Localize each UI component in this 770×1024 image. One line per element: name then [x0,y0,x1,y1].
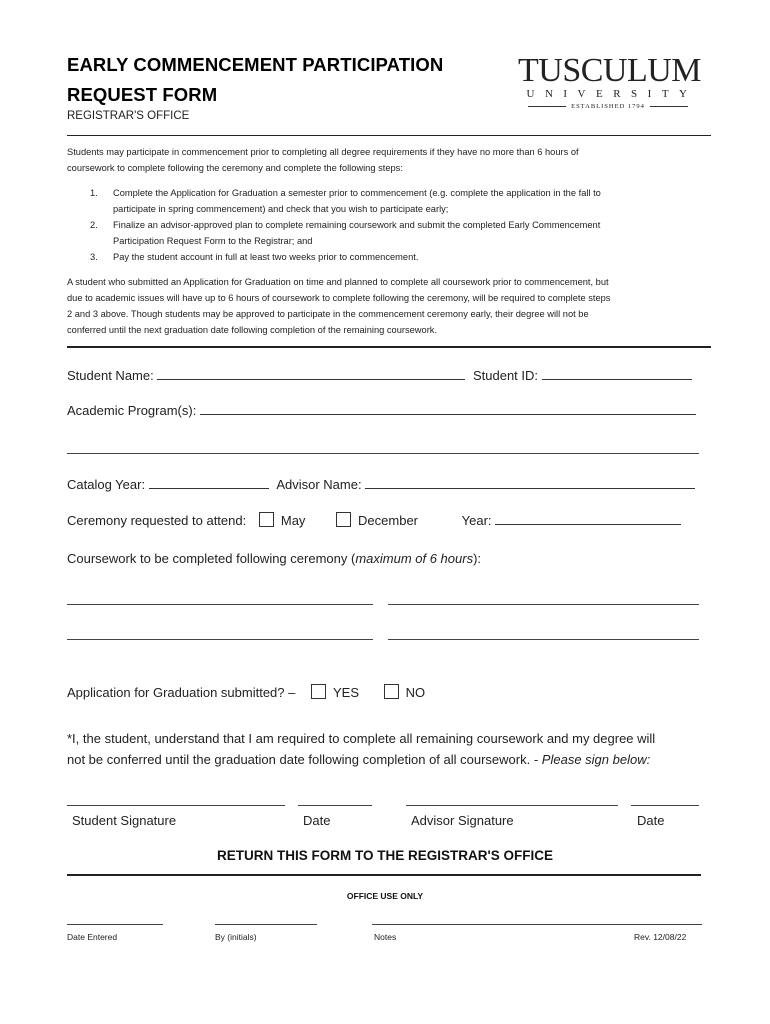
return-instruction: RETURN THIS FORM TO THE REGISTRAR'S OFFICE [217,848,553,863]
ceremony-label: Ceremony requested to attend: [67,513,247,528]
december-label: December [358,513,419,528]
logo-university: UNIVERSITY [526,88,698,100]
office-use-divider [67,874,701,876]
student-statement [67,728,655,770]
advisor-name-label: Advisor Name: [276,477,362,492]
may-checkbox[interactable] [259,512,274,527]
step-text [113,249,418,265]
ceremony-row [67,512,681,530]
statement-line: *I, the student, understand that I am required to complete all remaining coursework and my degree will [67,731,656,746]
academic-program-field[interactable] [200,402,696,415]
title-line-1: EARLY COMMENCEMENT PARTICIPATION [67,54,444,75]
student-name-field[interactable] [157,367,465,380]
revision-date: Rev. 12/08/22 [634,932,687,942]
intro-line: Students may participate in commencement prior to completing all degree requirements if they have no more than 6 hours of [67,147,579,157]
student-id-label: Student ID: [472,368,539,383]
advisor-date-line[interactable] [631,805,699,806]
student-date-caption: Date [303,813,331,828]
form-divider [67,346,711,348]
application-row [67,684,425,702]
coursework-label: Coursework to be completed following ceremony ( [67,551,356,566]
office-subtitle: REGISTRAR'S OFFICE [67,110,190,122]
student-signature-line[interactable] [67,805,285,806]
step-number: 2. [90,220,98,230]
date-entered-caption: Date Entered [67,932,118,942]
coursework-field-2[interactable] [388,604,699,605]
by-initials-caption: By (initials) [215,932,257,942]
intro-paragraph [67,144,707,176]
step-text [113,217,600,249]
header-divider [67,135,711,136]
step-item [90,217,700,249]
year-field[interactable] [495,512,681,525]
statement-text: not be conferred until the graduation date following completion of all coursework. - [67,752,539,767]
student-date-line[interactable] [298,805,372,806]
coursework-field-1[interactable] [67,604,373,605]
academic-program-label: Academic Program(s): [67,403,197,418]
office-use-heading: OFFICE USE ONLY [346,891,424,901]
catalog-year-label: Catalog Year: [67,477,146,492]
by-initials-line[interactable] [215,924,317,925]
catalog-advisor-row [67,476,695,494]
logo-name: TUSCULUM [518,52,702,89]
step-item [90,249,700,265]
academic-program-row [67,402,696,420]
note-line: 2 and 3 above. Though students may be approved to participate in the commencement ceremony early, their degree will not be [67,309,589,319]
logo-established-text: ESTABLISHED 1794 [571,103,645,110]
step-line: participate in spring commencement) and check that you wish to participate early; [113,204,449,214]
note-line: due to academic issues will have up to 6 hours of coursework to complete following the ceremony, will be required to complete steps [67,293,611,303]
no-checkbox[interactable] [384,684,399,699]
statement-line-2 [67,749,655,770]
step-line: Participation Request Form to the Registrar; and [113,236,313,246]
advisor-signature-caption: Advisor Signature [411,813,514,828]
note-line: A student who submitted an Application for Graduation on time and planned to complete all coursework prior to commencement, but [67,277,609,287]
date-entered-line[interactable] [67,924,163,925]
coursework-field-3[interactable] [67,639,373,640]
student-signature-caption: Student Signature [72,813,177,828]
tusculum-logo [518,52,702,110]
form-title [67,50,443,110]
note-line: conferred until the next graduation date following completion of the remaining coursework. [67,325,438,335]
notes-caption: Notes [374,932,397,942]
step-item [90,185,700,217]
student-name-row [67,367,692,385]
coursework-field-4[interactable] [388,639,699,640]
academic-program-field-line-2[interactable] [67,453,699,454]
steps-list [90,185,700,265]
december-checkbox[interactable] [336,512,351,527]
advisor-signature-line[interactable] [406,805,618,806]
student-name-label: Student Name: [67,368,154,383]
step-number: 1. [90,188,98,198]
advisor-date-caption: Date [637,813,665,828]
logo-rule-right [650,106,688,107]
notes-line[interactable] [372,924,702,925]
logo-rule-left [528,106,566,107]
yes-checkbox[interactable] [311,684,326,699]
step-number: 3. [90,252,98,262]
step-text [113,185,601,217]
advisor-name-field[interactable] [365,476,695,489]
sign-below: Please sign below: [541,752,651,767]
step-line: Finalize an advisor-approved plan to complete remaining coursework and submit the completed Early Commencement [113,220,601,230]
may-label: May [280,513,306,528]
application-label: Application for Graduation submitted? – [67,685,296,700]
early-participation-note [67,274,707,338]
coursework-close: ): [473,551,482,566]
yes-label: YES [332,685,359,700]
logo-established [518,103,698,110]
no-label: NO [405,685,426,700]
step-line: Complete the Application for Graduation a semester prior to commencement (e.g. complete the application in the fall to [113,188,601,198]
year-label: Year: [461,513,492,528]
intro-line: coursework to complete following the ceremony and complete the following steps: [67,163,403,173]
step-line: Pay the student account in full at least two weeks prior to commencement. [113,252,419,262]
coursework-row [67,550,481,568]
coursework-max-hours: maximum of 6 hours [355,551,474,566]
catalog-year-field[interactable] [149,476,269,489]
student-id-field[interactable] [542,367,692,380]
title-line-2: REQUEST FORM [67,84,218,105]
